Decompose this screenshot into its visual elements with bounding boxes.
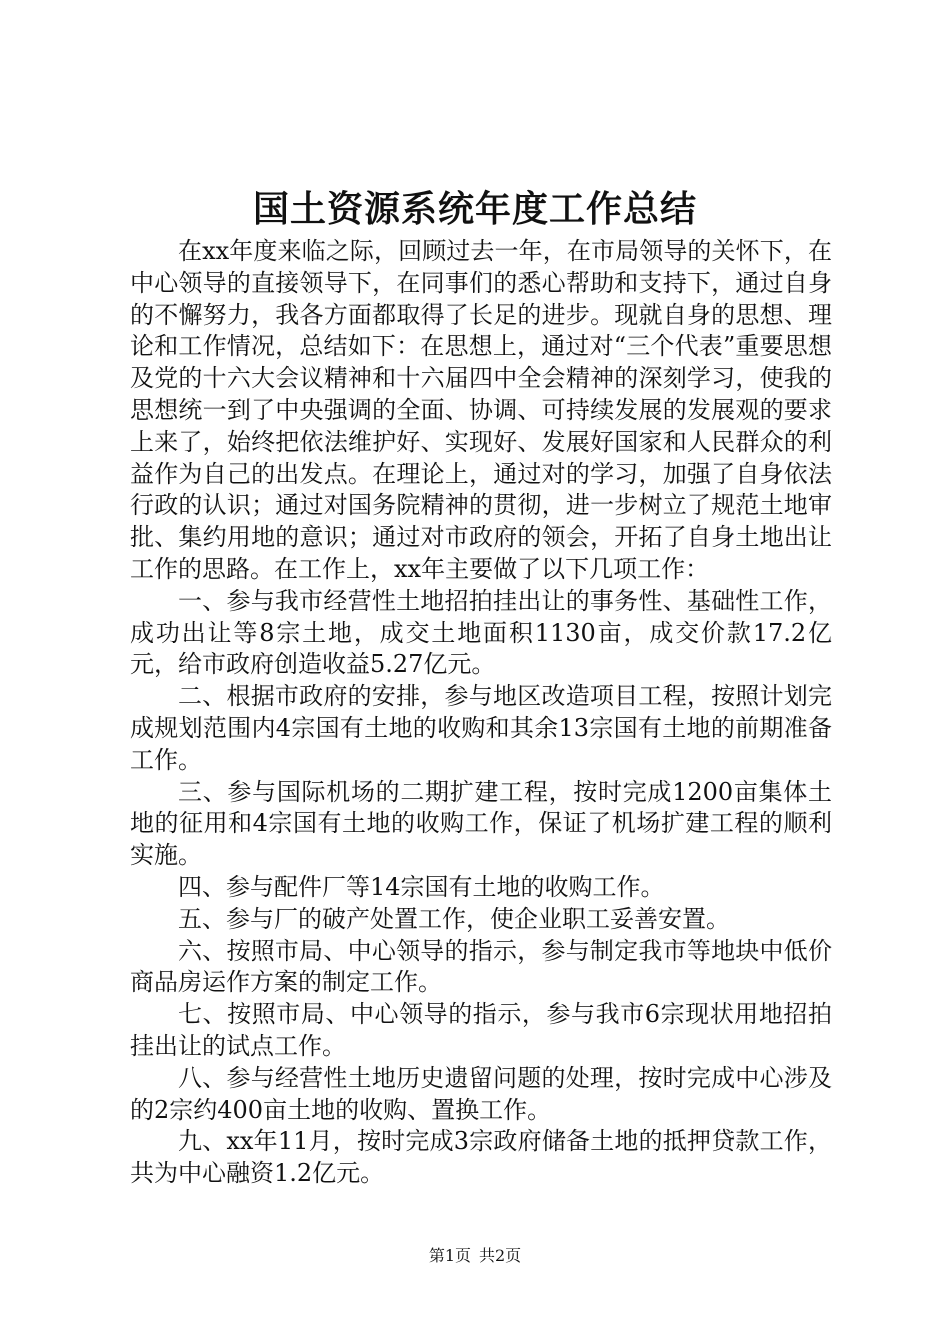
paragraph-item-2: 二、根据市政府的安排，参与地区改造项目工程，按照计划完成规划范围内4宗国有土地的收购和其余13宗国有土地的前期准备工作。	[130, 682, 832, 774]
page-number-total: 共2页	[479, 1246, 522, 1265]
paragraph-item-6: 六、按照市局、中心领导的指示，参与制定我市等地块中低价商品房运作方案的制定工作。	[130, 936, 832, 997]
paragraph-item-5: 五、参与厂的破产处置工作，使企业职工妥善安置。	[178, 904, 730, 933]
page-number-current: 第1页	[428, 1246, 471, 1265]
paragraph-item-4: 四、参与配件厂等14宗国有土地的收购工作。	[178, 872, 665, 901]
page-footer	[0, 1245, 950, 1267]
paragraph-item-8: 八、参与经营性土地历史遗留问题的处理，按时完成中心涉及的2宗约400亩土地的收购、置换工作。	[130, 1063, 832, 1124]
paragraph-intro: 在xx年度来临之际，回顾过去一年，在市局领导的关怀下，在中心领导的直接领导下，在同事们的悉心帮助和支持下，通过自身的不懈努力，我各方面都取得了长足的进步。现就自身的思想、理论和工作情况，总结如下：在思想上，通过对“三个代表”重要思想及党的十六大会议精神和十六届四中全会精神的深刻学习，使我的思想统一到了中央强调的全面、协调、可持续发展的发展观的要求上来了，始终把依法维护好、实现好、发展好国家和人民群众的利益作为自己的出发点。在理论上，通过对的学习，加强了自身依法行政的认识；通过对国务院精神的贯彻，进一步树立了规范土地审批、集约用地的意识；通过对市政府的领会，开拓了自身土地出让工作的思路。在工作上，xx年主要做了以下几项工作：	[130, 237, 832, 583]
paragraph-item-3: 三、参与国际机场的二期扩建工程，按时完成1200亩集体土地的征用和4宗国有土地的收购工作，保证了机场扩建工程的顺利实施。	[130, 777, 832, 870]
paragraph-item-9: 九、xx年11月，按时完成3宗政府储备土地的抵押贷款工作，共为中心融资1.2亿元。	[130, 1127, 832, 1188]
paragraph-item-7: 七、按照市局、中心领导的指示，参与我市6宗现状用地招拍挂出让的试点工作。	[130, 1000, 832, 1060]
document-body	[130, 236, 832, 1190]
paragraph-item-1: 一、参与我市经营性土地招拍挂出让的事务性、基础性工作，成功出让等8宗土地，成交土地面积1130亩，成交价款17.2亿元，给市政府创造收益5.27亿元。	[130, 586, 832, 679]
document-title: 国土资源系统年度工作总结	[252, 189, 697, 230]
